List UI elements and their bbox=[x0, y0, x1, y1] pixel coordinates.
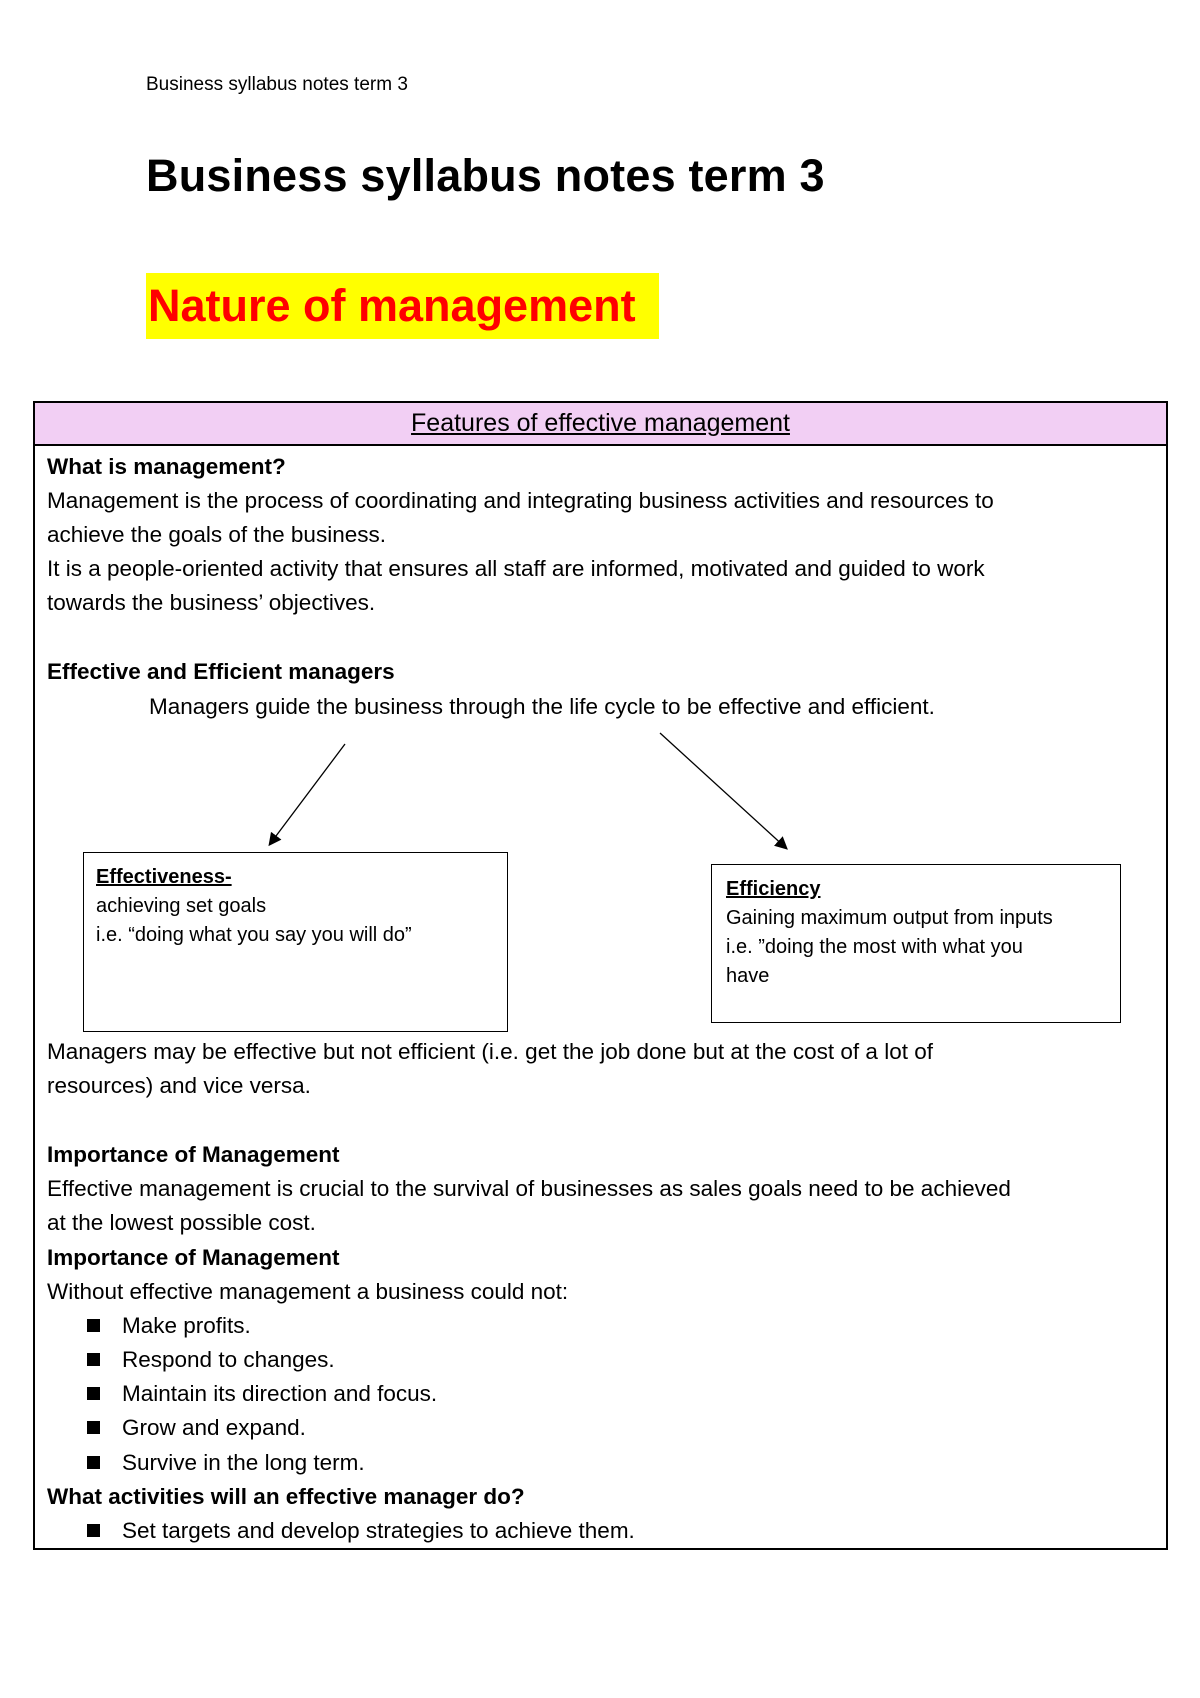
importance-intro: Without effective management a business could not: bbox=[47, 1279, 569, 1304]
bullet-square-icon bbox=[87, 1421, 100, 1434]
bullet-square-icon bbox=[87, 1353, 100, 1366]
list-item: Survive in the long term. bbox=[87, 1446, 365, 1480]
list-item: Set targets and develop strategies to achieve them. bbox=[87, 1514, 635, 1548]
efficiency-line-2: i.e. ”doing the most with what you bbox=[726, 936, 1023, 958]
bullet-square-icon bbox=[87, 1319, 100, 1332]
list-item: Make profits. bbox=[87, 1309, 251, 1343]
efficiency-line-3: have bbox=[726, 965, 770, 987]
importance-text-line-2: at the lowest possible cost. bbox=[47, 1210, 316, 1235]
effective-note-line-1: Managers may be effective but not efficient (i.e. get the job done but at the cost of a lot of bbox=[47, 1039, 933, 1064]
bullet-square-icon bbox=[87, 1524, 100, 1537]
effective-efficient-intro: Managers guide the business through the life cycle to be effective and efficient. bbox=[149, 694, 935, 719]
table-heading: Features of effective management bbox=[35, 403, 1166, 446]
importance-heading-2: Importance of Management bbox=[47, 1245, 340, 1270]
definition-line-2: achieve the goals of the business. bbox=[47, 522, 386, 547]
running-header: Business syllabus notes term 3 bbox=[146, 74, 408, 95]
efficiency-line-1: Gaining maximum output from inputs bbox=[726, 907, 1053, 929]
bullet-square-icon bbox=[87, 1456, 100, 1469]
what-is-management-heading: What is management? bbox=[47, 454, 286, 479]
list-item: Respond to changes. bbox=[87, 1343, 335, 1377]
bullet-square-icon bbox=[87, 1387, 100, 1400]
document-title: Business syllabus notes term 3 bbox=[146, 150, 825, 201]
effectiveness-title: Effectiveness- bbox=[96, 866, 232, 888]
importance-heading-1: Importance of Management bbox=[47, 1142, 340, 1167]
importance-text-line-1: Effective management is crucial to the survival of businesses as sales goals need to be achieved bbox=[47, 1176, 1011, 1201]
effective-note-line-2: resources) and vice versa. bbox=[47, 1073, 311, 1098]
section-title: Nature of management bbox=[146, 273, 659, 339]
definition-line-4: towards the business’ objectives. bbox=[47, 590, 376, 615]
activities-heading: What activities will an effective manager do? bbox=[47, 1484, 525, 1509]
definition-line-3: It is a people-oriented activity that ensures all staff are informed, motivated and guided to work bbox=[47, 556, 985, 581]
effectiveness-box bbox=[83, 852, 508, 1032]
effectiveness-line-1: achieving set goals bbox=[96, 895, 267, 917]
list-item: Grow and expand. bbox=[87, 1411, 306, 1445]
effectiveness-line-2: i.e. “doing what you say you will do” bbox=[96, 924, 412, 946]
arrow-to-efficiency bbox=[660, 733, 786, 848]
definition-line-1: Management is the process of coordinating and integrating business activities and resources to bbox=[47, 488, 994, 513]
list-item: Maintain its direction and focus. bbox=[87, 1377, 437, 1411]
features-table bbox=[33, 401, 1168, 1550]
arrow-to-effectiveness bbox=[270, 744, 345, 844]
efficiency-box bbox=[711, 864, 1121, 1023]
effective-efficient-heading: Effective and Efficient managers bbox=[47, 659, 395, 684]
efficiency-title: Efficiency bbox=[726, 878, 821, 900]
